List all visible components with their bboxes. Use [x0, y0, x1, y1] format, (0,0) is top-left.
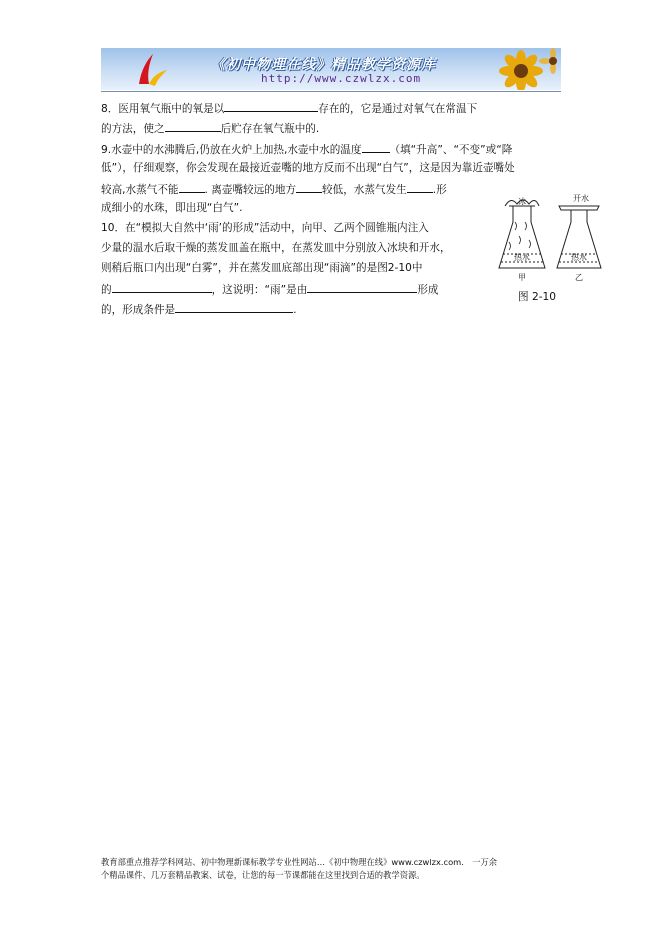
- header-banner: [101, 48, 561, 90]
- text: ，这说明：“雨”是由: [211, 284, 308, 296]
- question-10-line-3: [101, 261, 422, 275]
- footer-line-2: 个精品课件、几万套精品教案、试卷，让您的每一节课都能在这里找到合适的教学资源。: [101, 870, 425, 880]
- text: 10．在“模拟大自然中‘雨’的形成”活动中，向甲、乙两个圆锥瓶内注入: [101, 222, 429, 234]
- answer-blank: [362, 141, 390, 153]
- ice-label: 冰: [518, 197, 526, 206]
- question-8-line-2: [101, 120, 319, 136]
- text: （填“升高”、“不变”或“降: [389, 144, 513, 156]
- answer-blank: [307, 281, 417, 293]
- question-10-line-4: [101, 281, 439, 297]
- text: .形: [432, 184, 447, 196]
- text: .: [293, 304, 297, 316]
- text: 9.水壶中的水沸腾后,仍放在火炉上加热,水壶中水的温度: [101, 144, 362, 156]
- answer-blank: [296, 181, 322, 193]
- flask-figure: [495, 192, 603, 304]
- answer-blank: [224, 100, 318, 112]
- question-10-line-5: [101, 301, 297, 317]
- answer-blank: [175, 301, 293, 313]
- text: 较低，水蒸气发生: [322, 184, 407, 196]
- text: . 离壶嘴较远的地方: [204, 184, 297, 196]
- banner-url: http://www.czwlzx.com: [261, 72, 422, 85]
- question-9-line-3: [101, 181, 447, 197]
- sunflower-icon: [481, 48, 561, 90]
- question-10-line-1: [101, 221, 429, 235]
- site-logo-icon: [131, 50, 171, 90]
- text: 低”），仔细观察，你会发现在最接近壶嘴的地方反而不出现“白气”，这是因为靠近壶嘴处: [101, 162, 515, 174]
- answer-blank: [165, 120, 221, 132]
- footer-line-1: 教育部重点推荐学科网站、初中物理新课标教学专业性网站…《初中物理在线》www.czwlzx.com． 一万余: [101, 857, 498, 867]
- answer-blank: [407, 181, 433, 193]
- answer-blank: [179, 181, 205, 193]
- text: 存在的，它是通过对氧气在常温下: [318, 103, 478, 115]
- text: 较高,水蒸气不能: [101, 184, 179, 196]
- question-9-line-4: [101, 201, 242, 215]
- question-9-line-2: [101, 161, 515, 175]
- answer-blank: [112, 281, 212, 293]
- text: 的方法，使之: [101, 123, 165, 135]
- boiling-water-label: 开水: [573, 194, 589, 203]
- water-label-jia: 热水: [514, 253, 530, 262]
- text: 少量的温水后取干燥的蒸发皿盖在瓶中，在蒸发皿中分别放入冰块和开水，: [101, 242, 451, 254]
- text: 8．医用氧气瓶中的氧是以: [101, 103, 225, 115]
- text: 的: [101, 284, 112, 296]
- label-yi: 乙: [575, 273, 583, 282]
- water-label-yi: 热水: [571, 253, 587, 262]
- text: 后贮存在氧气瓶中的.: [220, 123, 320, 135]
- banner-title: 《初中物理在线》精品教学资源库: [211, 57, 436, 73]
- text: 成细小的水珠，即出现“白气”.: [101, 202, 243, 214]
- figure-caption: 图 2-10: [518, 291, 557, 303]
- text: 形成: [417, 284, 439, 296]
- text: 则稍后瓶口内出现“白雾”，并在蒸发皿底部出现“雨滴”的是图2-10中: [101, 262, 423, 274]
- question-9-line-1: [101, 141, 512, 157]
- label-jia: 甲: [518, 273, 526, 282]
- header-rule: [101, 91, 561, 92]
- text: 的，形成条件是: [101, 304, 176, 316]
- question-10-line-2: [101, 241, 451, 255]
- question-8-line-1: [101, 100, 477, 116]
